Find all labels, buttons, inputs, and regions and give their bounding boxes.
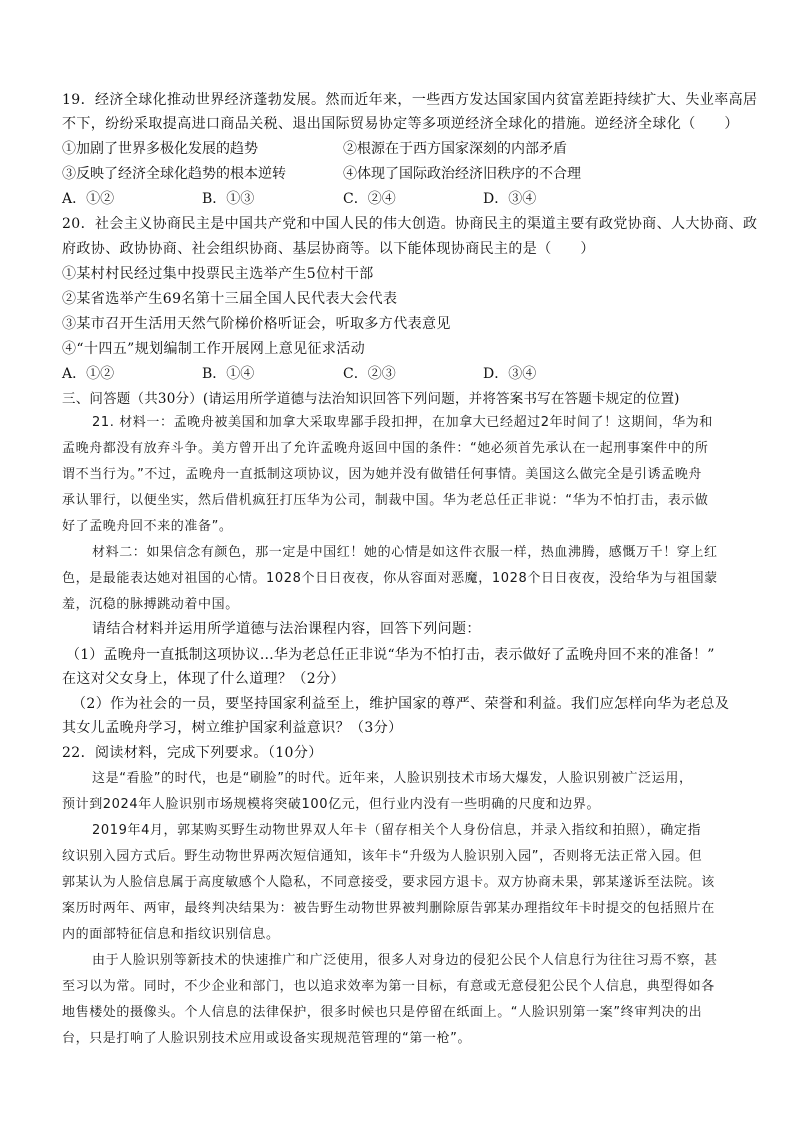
q21-material-1-line-5: 好了孟晚舟回不来的准备”。 <box>62 519 233 534</box>
q19-stem-line-1: 19．经济全球化推动世界经济蓬勃发展。然而近年来，一些西方发达国家国内贫富差距持续扩大、失业率高居 <box>62 92 758 108</box>
q20-choice-c[interactable]: C．②③ <box>343 366 396 382</box>
q21-material-1-line-4: 承认罪行，以便坐实，然后借机疯狂打压华为公司，制裁中国。华为老总任正非说：“华为不怕打击，表示做 <box>62 493 709 508</box>
q21-sub-question-2-line-1: （2）作为社会的一员，要坚持国家利益至上，维护国家的尊严、荣誉和利益。我们应怎样向华为老总及 <box>72 696 730 712</box>
q22-title: 22．阅读材料，完成下列要求。（10分） <box>62 745 323 761</box>
q22-paragraph-2-line-2: 纹识别入园方式后。野生动物世界两次短信通知，该年卡“升级为人脸识别入园”，否则将无法正常入园。但 <box>62 849 703 864</box>
q21-material-2-line-1: 材料二：如果信念有颜色，那一定是中国红！她的心情是如这件衣服一样，热血沸腾，感慨万千！穿上红 <box>92 545 718 560</box>
q20-choice-b[interactable]: B．①④ <box>202 366 255 382</box>
q22-paragraph-2-line-5: 内的面部特征信息和指纹识别信息。 <box>62 927 280 942</box>
q19-choice-a[interactable]: A．①② <box>62 191 115 207</box>
q21-sub-question-1-line-1: （1）孟晚舟一直抵制这项协议…华为老总任正非说“华为不怕打击，表示做好了孟晚舟回不来的准备！” <box>66 647 715 663</box>
q22-paragraph-1-line-2: 预计到2024年人脸识别市场规模将突破100亿元，但行业内没有一些明确的尺度和边界。 <box>62 797 601 812</box>
q22-paragraph-3-line-2: 至习以为常。同时，不少企业和部门，也以追求效率为第一目标，有意或无意侵犯公民个人信息，典型得如各 <box>62 979 715 994</box>
q19-statement-3: ③反映了经济全球化趋势的根本逆转 <box>62 166 286 182</box>
q20-stem-line-1: 20．社会主义协商民主是中国共产党和中国人民的伟大创造。协商民主的渠道主要有政党协商、人大协商、政 <box>62 216 758 232</box>
q20-choice-a[interactable]: A．①② <box>62 366 115 382</box>
q22-paragraph-3-line-3: 地售楼处的摄像头。个人信息的法律保护，很多时候也只是停留在纸面上。“人脸识别第一案”终审判决的出 <box>62 1005 703 1020</box>
q20-statement-3: ③某市召开生活用天然气阶梯价格听证会，听取多方代表意见 <box>62 316 451 332</box>
q20-statement-1: ①某村村民经过集中投票民主选举产生5位村干部 <box>62 266 374 282</box>
q22-paragraph-1-line-1: 这是“看脸”的时代，也是“刷脸”的时代。近年来，人脸识别技术市场大爆发，人脸识别被广泛运用， <box>92 771 693 786</box>
q19-choice-b[interactable]: B．①③ <box>202 191 255 207</box>
section-3-title: 三、问答题（共30分）(请运用所学道德与法治知识回答下列问题，并将答案书写在答题卡规定的位置) <box>62 391 680 407</box>
q20-choice-d[interactable]: D．③④ <box>483 366 537 382</box>
q21-material-2-line-2: 色，是最能表达她对祖国的心情。1028个日日夜夜，你从容面对恶魔，1028个日日夜夜，没给华为与祖国蒙 <box>62 571 718 586</box>
q22-paragraph-3-line-4: 台，只是打响了人脸识别技术应用或设备实现规范管理的“第一枪”。 <box>62 1031 472 1046</box>
q21-material-1-line-3: 谓不当行为。”不过，孟晚舟一直抵制这项协议，因为她并没有做错任何事情。美国这么做完全是引诱孟晚舟 <box>62 467 703 482</box>
q22-paragraph-2-line-4: 案历时两年、两审，最终判决结果为：被告野生动物世界被判删除原告郭某办理指纹年卡时提交的包括照片在 <box>62 901 715 916</box>
q22-paragraph-3-line-1: 由于人脸识别等新技术的快速推广和广泛使用，很多人对身边的侵犯公民个人信息行为往往习焉不察，甚 <box>92 953 718 968</box>
q19-choice-c[interactable]: C．②④ <box>343 191 396 207</box>
q19-choice-d[interactable]: D．③④ <box>483 191 537 207</box>
q21-sub-question-1-line-2: 在这对父女身上，体现了什么道理？（2分） <box>62 671 345 687</box>
q22-paragraph-2-line-1: 2019年4月，郭某购买野生动物世界双人年卡（留存相关个人身份信息，并录入指纹和拍照），确定指 <box>92 823 702 838</box>
q21-sub-question-2-line-2: 其女儿孟晚舟学习，树立维护国家利益意识？（3分） <box>62 720 403 736</box>
q20-statement-4: ④“十四五”规划编制工作开展网上意见征求活动 <box>62 341 366 357</box>
q21-material-2-line-3: 羞，沉稳的脉搏跳动着中国。 <box>62 597 239 612</box>
q20-stem-line-2: 府政协、政协协商、社会组织协商、基层协商等。以下能体现协商民主的是（ ） <box>62 241 595 257</box>
q21-material-1-line-2: 孟晚舟都没有放弃斗争。美方曾开出了允许孟晚舟返回中国的条件：“她必须首先承认在一起刑事案件中的所 <box>62 441 709 456</box>
q19-stem-line-2: 不下，纷纷采取提高进口商品关税、退出国际贸易协定等多项逆经济全球化的措施。逆经济全球化（ ） <box>62 116 739 132</box>
q21-material-1-line-1: 21. 材料一：孟晚舟被美国和加拿大采取卑鄙手段扣押，在加拿大已经超过2年时间了！这期间，华为和 <box>92 415 713 430</box>
q19-statement-1: ①加剧了世界多极化发展的趋势 <box>62 141 258 157</box>
q20-statement-2: ②某省选举产生69名第十三届全国人民代表大会代表 <box>62 291 398 307</box>
q19-statement-2: ②根源在于西方国家深刻的内部矛盾 <box>343 141 567 157</box>
q22-paragraph-2-line-3: 郭某认为人脸信息属于高度敏感个人隐私，不同意接受，要求园方退卡。双方协商未果，郭某遂诉至法院。该 <box>62 875 715 890</box>
q21-prompt: 请结合材料并运用所学道德与法治课程内容，回答下列问题： <box>92 621 481 637</box>
q19-statement-4: ④体现了国际政治经济旧秩序的不合理 <box>343 166 581 182</box>
